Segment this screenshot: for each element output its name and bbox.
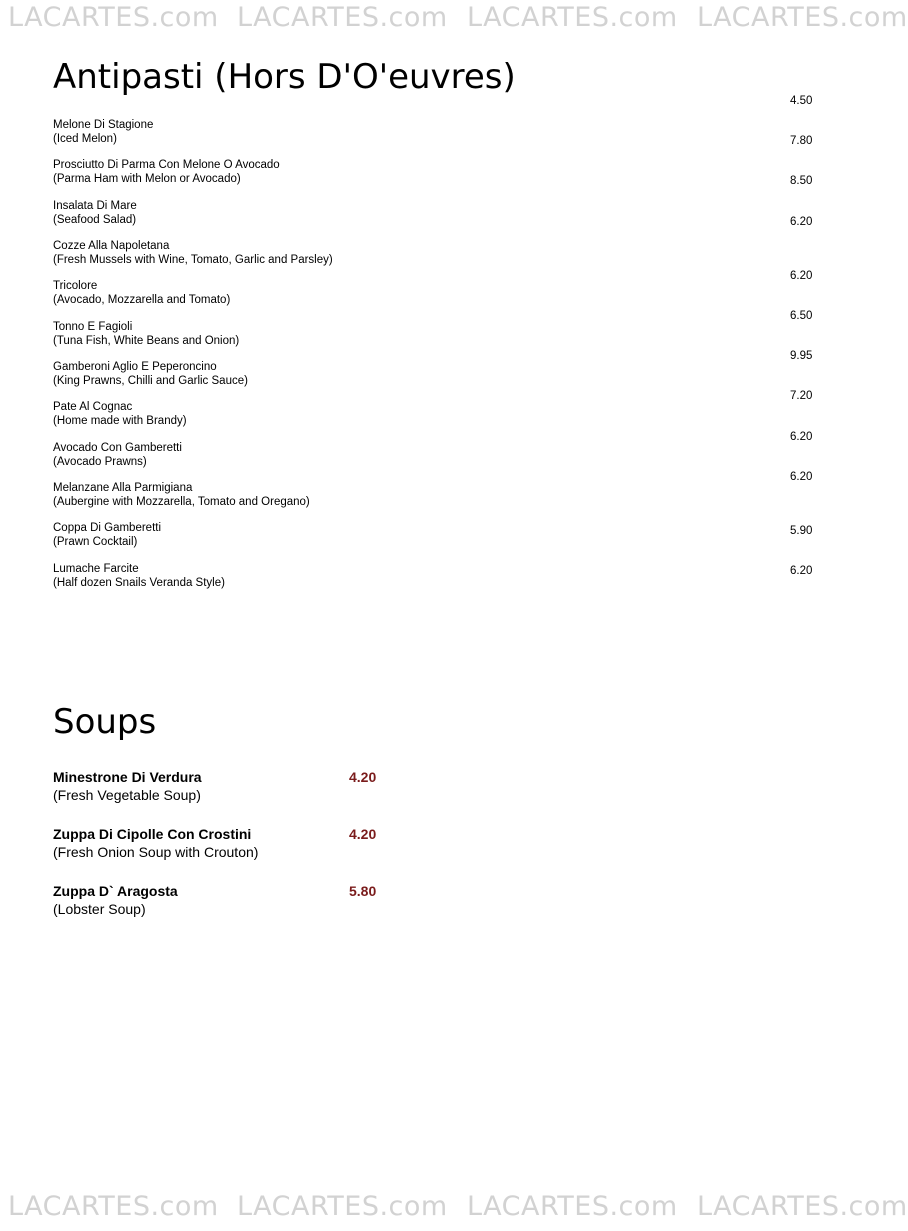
menu-item-name: Pate Al Cognac: [53, 401, 133, 413]
menu-item-name: Prosciutto Di Parma Con Melone O Avocado: [53, 159, 280, 171]
menu-item-description: (Seafood Salad): [53, 214, 137, 226]
soup-item-name: Zuppa D` Aragosta: [53, 883, 178, 899]
soup-item-name: Zuppa Di Cipolle Con Crostini: [53, 826, 252, 842]
soup-item-price: 4.20: [349, 769, 377, 785]
menu-item-description: (Avocado, Mozzarella and Tomato): [53, 294, 231, 306]
menu-item-description: (Parma Ham with Melon or Avocado): [53, 173, 241, 185]
watermark-text: LACARTES.com: [467, 1191, 678, 1222]
menu-item-description: (Half dozen Snails Veranda Style): [53, 577, 225, 589]
menu-item-description: (Iced Melon): [53, 133, 117, 145]
menu-item-name: Tonno E Fagioli: [53, 321, 133, 333]
menu-item-description: (King Prawns, Chilli and Garlic Sauce): [53, 375, 248, 387]
menu-item-name: Lumache Farcite: [53, 563, 139, 575]
menu-item-description: (Aubergine with Mozzarella, Tomato and Oregano): [53, 496, 310, 508]
menu-item-name: Insalata Di Mare: [53, 200, 137, 212]
menu-item-description: (Fresh Mussels with Wine, Tomato, Garlic and Parsley): [53, 254, 333, 266]
watermark-text: LACARTES.com: [467, 2, 678, 33]
menu-item-price: 6.50: [790, 310, 813, 322]
soup-item-name: Minestrone Di Verdura: [53, 769, 202, 785]
menu-item-price: 4.50: [790, 95, 813, 107]
menu-item-name: Cozze Alla Napoletana: [53, 240, 170, 252]
menu-item-description: (Avocado Prawns): [53, 456, 147, 468]
menu-item-name: Tricolore: [53, 280, 98, 292]
menu-item-price: 6.20: [790, 216, 813, 228]
menu-item-description: (Prawn Cocktail): [53, 536, 138, 548]
menu-item-price: 7.80: [790, 135, 813, 147]
menu-item-description: (Tuna Fish, White Beans and Onion): [53, 335, 240, 347]
menu-item-price: 7.20: [790, 390, 813, 402]
watermark-text: LACARTES.com: [8, 2, 219, 33]
soup-item-price: 4.20: [349, 826, 377, 842]
soups-title: Soups: [53, 702, 157, 742]
menu-item-price: 5.90: [790, 525, 813, 537]
menu-item-price: 8.50: [790, 175, 813, 187]
menu-item-name: Gamberoni Aglio E Peperoncino: [53, 361, 217, 373]
antipasti-title: Antipasti (Hors D'O'euvres): [53, 57, 516, 97]
watermark-text: LACARTES.com: [8, 1191, 219, 1222]
menu-item-price: 6.20: [790, 431, 813, 443]
menu-item-name: Avocado Con Gamberetti: [53, 442, 182, 454]
watermark-text: LACARTES.com: [697, 2, 908, 33]
soup-item-description: (Fresh Onion Soup with Crouton): [53, 844, 259, 860]
soup-item-description: (Lobster Soup): [53, 901, 146, 917]
watermark-text: LACARTES.com: [237, 2, 448, 33]
soup-item-price: 5.80: [349, 883, 377, 899]
watermark-text: LACARTES.com: [237, 1191, 448, 1222]
soup-item-description: (Fresh Vegetable Soup): [53, 787, 201, 803]
menu-item-price: 6.20: [790, 565, 813, 577]
menu-item-price: 6.20: [790, 270, 813, 282]
menu-item-name: Melone Di Stagione: [53, 119, 154, 131]
watermark-text: LACARTES.com: [697, 1191, 908, 1222]
watermark-top: [0, 2, 908, 42]
menu-item-description: (Home made with Brandy): [53, 415, 187, 427]
watermark-bottom: [0, 1191, 908, 1231]
menu-item-name: Melanzane Alla Parmigiana: [53, 482, 193, 494]
menu-item-price: 9.95: [790, 350, 813, 362]
menu-item-name: Coppa Di Gamberetti: [53, 522, 162, 534]
menu-item-price: 6.20: [790, 471, 813, 483]
